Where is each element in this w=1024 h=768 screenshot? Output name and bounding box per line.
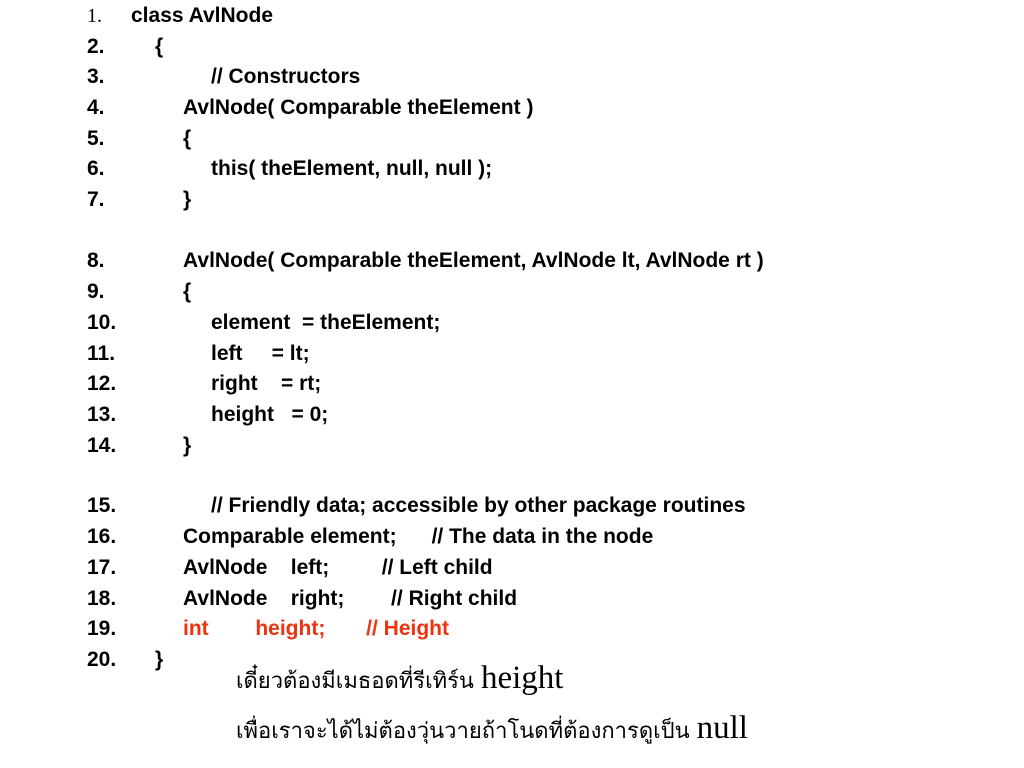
code-line <box>0 32 1024 62</box>
line-number: 12. <box>87 372 117 395</box>
note-2-thai-text: เพื่อเราจะได้ไม่ต้องวุ่นวายถ้าโนดที่ต้องการดูเป็น <box>236 719 697 744</box>
code-line <box>0 491 1024 521</box>
line-number: 10. <box>87 311 117 334</box>
code-text: } <box>183 434 192 457</box>
note-1-keyword: height <box>480 660 564 696</box>
code-line <box>0 553 1024 583</box>
code-text: height = 0; <box>211 403 329 426</box>
code-text: int height; // Height <box>183 617 449 640</box>
code-text: // Constructors <box>211 65 361 88</box>
note-line-1 <box>236 658 563 702</box>
line-number: 7. <box>87 188 105 211</box>
line-number: 1. <box>87 5 102 27</box>
code-line <box>0 93 1024 123</box>
code-text: { <box>183 280 192 303</box>
code-text: { <box>183 127 192 150</box>
note-2-keyword: null <box>696 710 748 746</box>
note-1-thai-text: เดี๋ยวต้องมีเมธอดที่รีเทิร์น <box>236 669 481 694</box>
code-text: AvlNode( Comparable theElement, AvlNode lt, AvlNode rt ) <box>183 249 764 272</box>
code-text: AvlNode right; // Right child <box>183 587 518 610</box>
code-line <box>0 308 1024 338</box>
line-number: 6. <box>87 157 105 180</box>
code-line <box>0 154 1024 184</box>
code-text: AvlNode left; // Left child <box>183 556 493 579</box>
code-line <box>0 584 1024 614</box>
code-text: this( theElement, null, null ); <box>211 157 493 180</box>
line-number: 11. <box>87 342 116 365</box>
line-number: 3. <box>87 65 105 88</box>
code-line <box>0 62 1024 92</box>
code-text: element = theElement; <box>211 311 441 334</box>
code-text: } <box>155 648 164 671</box>
code-line <box>0 614 1024 644</box>
code-line <box>0 400 1024 430</box>
code-line <box>0 431 1024 461</box>
code-text: class AvlNode <box>131 4 274 27</box>
line-number: 19. <box>87 617 117 640</box>
line-number: 4. <box>87 96 105 119</box>
line-number: 2. <box>87 35 105 58</box>
code-line <box>0 522 1024 552</box>
code-text: right = rt; <box>211 372 322 395</box>
code-line <box>0 124 1024 154</box>
code-text: left = lt; <box>211 342 310 365</box>
line-number: 5. <box>87 127 105 150</box>
note-line-2 <box>236 708 748 752</box>
code-line <box>0 369 1024 399</box>
line-number: 14. <box>87 434 117 457</box>
code-line <box>0 277 1024 307</box>
line-number: 16. <box>87 525 117 548</box>
code-line <box>0 246 1024 276</box>
line-number: 18. <box>87 587 117 610</box>
code-line <box>0 1 1024 31</box>
line-number: 20. <box>87 648 117 671</box>
code-text: // Friendly data; accessible by other package routines <box>211 494 746 517</box>
code-line <box>0 185 1024 215</box>
code-line <box>0 339 1024 369</box>
line-number: 15. <box>87 494 117 517</box>
line-number: 17. <box>87 556 117 579</box>
code-text: Comparable element; // The data in the node <box>183 525 654 548</box>
code-text: } <box>183 188 192 211</box>
line-number: 13. <box>87 403 117 426</box>
code-text: AvlNode( Comparable theElement ) <box>183 96 534 119</box>
code-text: { <box>155 35 164 58</box>
line-number: 9. <box>87 280 105 303</box>
line-number: 8. <box>87 249 105 272</box>
